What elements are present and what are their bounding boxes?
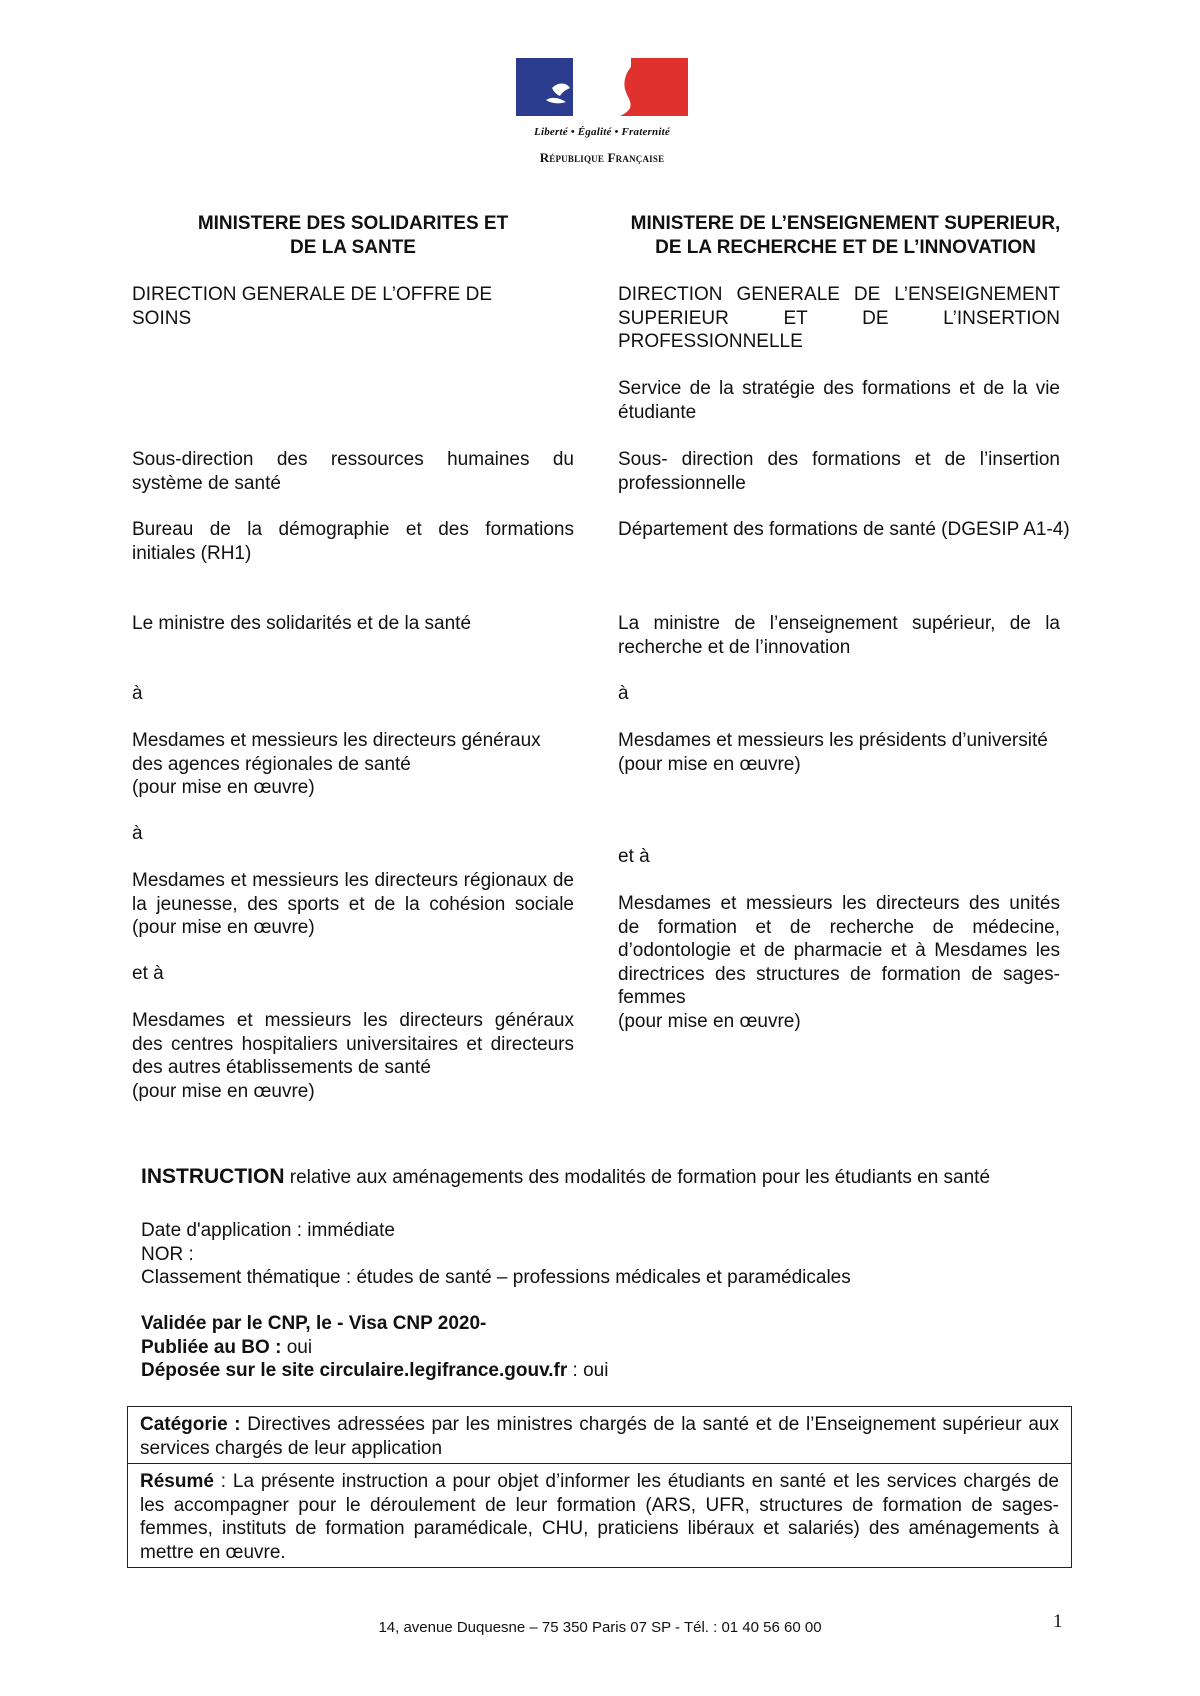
instruction-meta <box>141 1219 1101 1290</box>
left-recipient-drjscs: Mesdames et messieurs les directeurs régionaux de la jeunesse, des sports et de la cohésion sociale (pour mise en œuvre) <box>132 870 574 938</box>
right-ministry-title: MINISTERE DE L’ENSEIGNEMENT SUPERIEUR, DE LA RECHERCHE ET DE L’INNOVATION <box>630 213 1061 258</box>
nor-reference: NOR : <box>141 1243 194 1265</box>
left-subdirection: Sous-direction des ressources humaines du système de santé <box>132 449 574 494</box>
validation-cnp: Validée par le CNP, le - Visa CNP 2020- <box>141 1313 487 1334</box>
republique-francaise-logo <box>516 58 688 169</box>
right-minister: La ministre de l’enseignement supérieur, de la recherche et de l’innovation <box>618 613 1060 658</box>
publication-bo-label: Publiée au BO : <box>141 1336 282 1358</box>
right-subdirection: Sous- direction des formations et de l’insertion professionnelle <box>618 449 1060 494</box>
marianne-flag-icon <box>516 58 688 116</box>
categorie-label: Catégorie : <box>140 1414 241 1435</box>
right-recipient-universites: Mesdames et messieurs les présidents d’université (pour mise en œuvre) <box>618 730 1048 775</box>
classement-thematique: Classement thématique : études de santé – professions médicales et paramédicales <box>141 1267 851 1288</box>
instruction-title <box>141 1165 1101 1190</box>
depot-legifrance-label: Déposée sur le site circulaire.legifrance.gouv.fr <box>141 1360 568 1381</box>
left-a-2: à <box>132 823 143 844</box>
right-recipient-ufr: Mesdames et messieurs les directeurs des unités de formation et de recherche de médecine, d’odontologie et de pharmacie et à Mesdames les directrices des structures de formation de sages-femmes (pour mise en œuvre) <box>618 893 1060 1032</box>
republic-motto: Liberté • Égalité • Fraternité <box>534 126 670 138</box>
left-a-1: à <box>132 683 143 704</box>
summary-box <box>127 1406 1072 1568</box>
categorie-text: Directives adressées par les ministres chargés de la santé et de l’Enseignement supérieur aux services chargés de leur application <box>140 1414 1059 1459</box>
footer-address: 14, avenue Duquesne – 75 350 Paris 07 SP - Tél. : 01 40 56 60 00 <box>378 1619 822 1636</box>
republic-name: République Française <box>539 149 665 165</box>
date-application: Date d'application : immédiate <box>141 1220 395 1241</box>
left-et-a: et à <box>132 963 164 984</box>
right-et-a: et à <box>618 846 650 867</box>
depot-legifrance-value: : oui <box>567 1360 609 1381</box>
categorie-row <box>128 1407 1071 1463</box>
resume-label: Résumé <box>140 1471 214 1492</box>
left-direction: DIRECTION GENERALE DE L’OFFRE DE SOINS <box>132 284 493 329</box>
left-ministry-title: MINISTERE DES SOLIDARITES ET DE LA SANTE <box>197 213 509 258</box>
resume-text: : La présente instruction a pour objet d’informer les étudiants en santé et les services chargés de les accompagner pour le déroulement de leur formation (ARS, UFR, structures de formation de sages-femmes, instituts de formation paramédicale, CHU, praticiens libéraux et salariés) des aménagements à mettre en œuvre. <box>140 1471 1059 1563</box>
instruction-subject: relative aux aménagements des modalités de formation pour les étudiants en santé <box>284 1167 991 1188</box>
publication-bo-value: oui <box>281 1336 313 1358</box>
left-recipient-ars: Mesdames et messieurs les directeurs généraux des agences régionales de santé (pour mise en œuvre) <box>132 730 541 798</box>
instruction-keyword: INSTRUCTION <box>141 1165 285 1188</box>
right-department: Département des formations de santé (DGESIP A1-4) <box>618 519 1070 540</box>
right-a-1: à <box>618 683 629 704</box>
validation-block <box>141 1312 1101 1383</box>
left-bureau: Bureau de la démographie et des formations initiales (RH1) <box>132 519 574 564</box>
left-recipient-chu: Mesdames et messieurs les directeurs généraux des centres hospitaliers universitaires et directeurs des autres établissements de santé (pour mise en œuvre) <box>132 1010 574 1102</box>
right-direction: DIRECTION GENERALE DE L’ENSEIGNEMENT SUPERIEUR ET DE L’INSERTION PROFESSIONNELLE <box>618 284 1060 352</box>
left-minister: Le ministre des solidarités et de la santé <box>132 613 472 634</box>
depot-legifrance <box>141 1359 1101 1383</box>
page-number: 1 <box>1053 1611 1063 1632</box>
publication-bo <box>141 1336 1101 1360</box>
right-service: Service de la stratégie des formations et de la vie étudiante <box>618 378 1060 423</box>
resume-row <box>128 1463 1071 1567</box>
